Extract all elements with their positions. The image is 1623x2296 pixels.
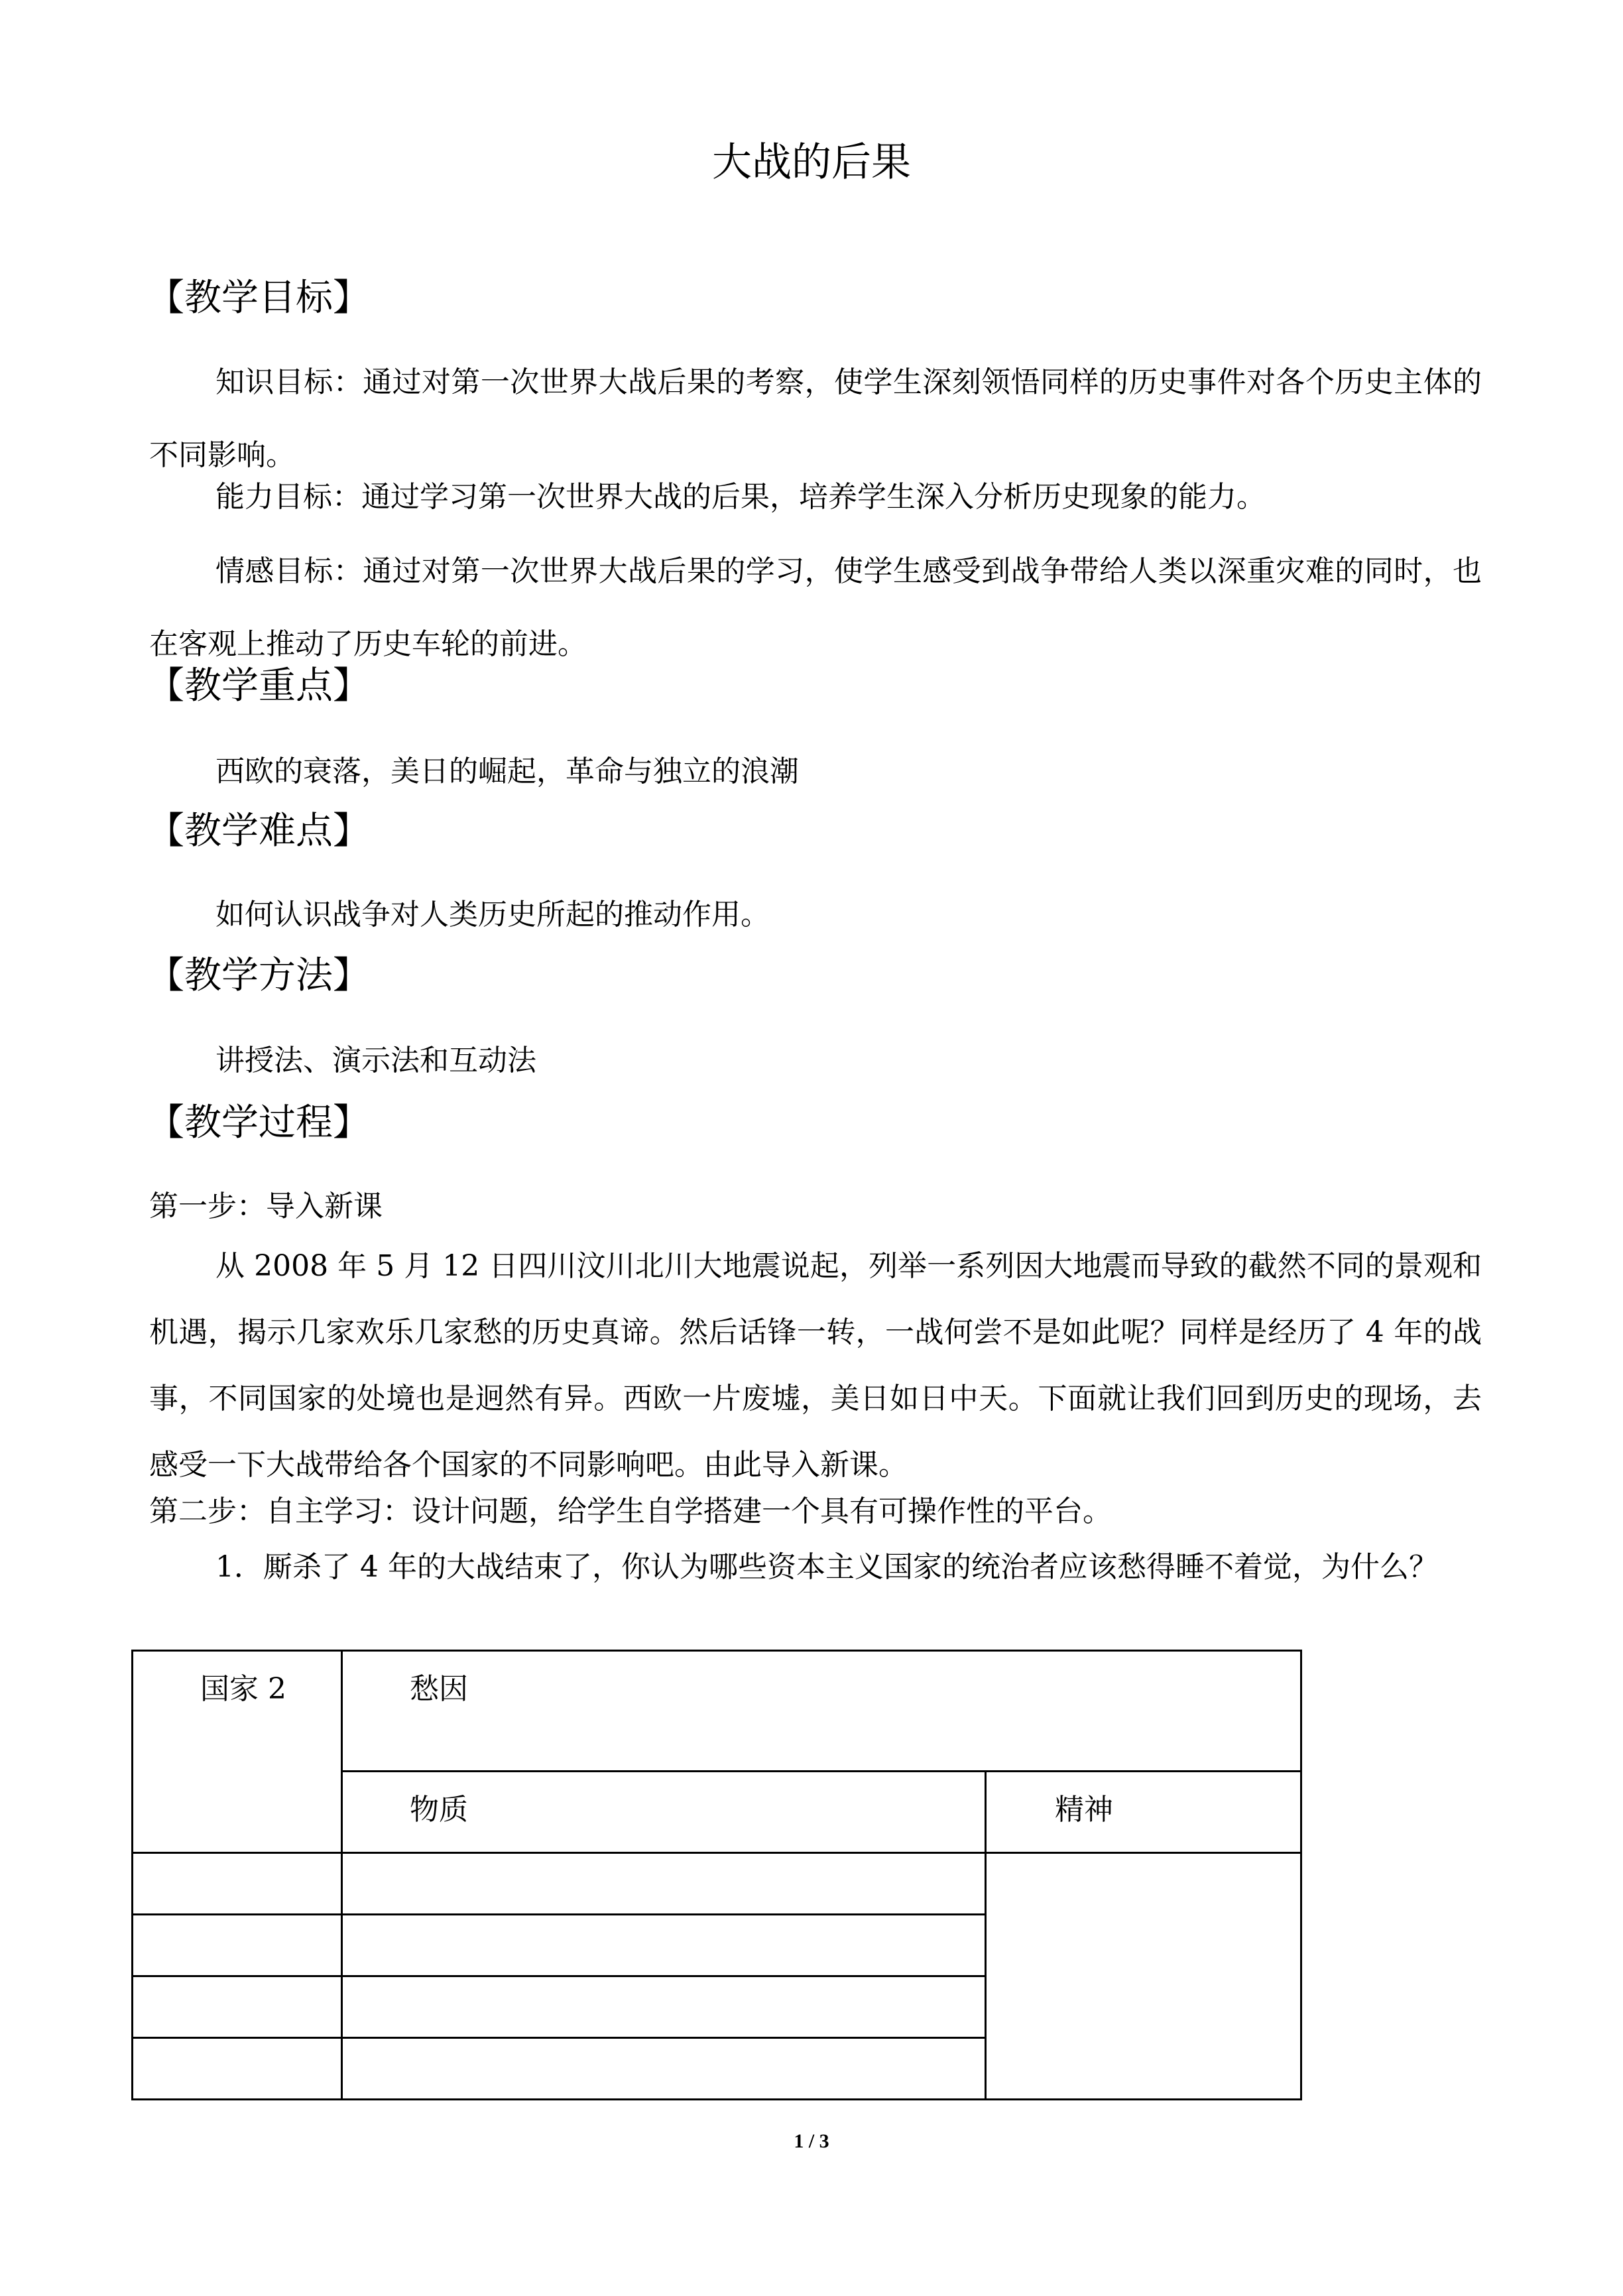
table-border-right xyxy=(1300,1650,1302,2100)
table-cell-material xyxy=(343,1977,985,2037)
table-cell-country xyxy=(133,1915,341,1975)
table-cell-country xyxy=(133,2039,341,2098)
step1-title: 第一步：导入新课 xyxy=(149,1189,383,1223)
heading-difficulties: 【教学难点】 xyxy=(147,810,370,853)
table-header-country: 国家 2 xyxy=(200,1672,286,1706)
table-cell-spirit xyxy=(987,1854,1300,2098)
table-cell-country xyxy=(133,1977,341,2037)
question-1: 1．厮杀了 4 年的大战结束了，你认为哪些资本主义国家的统治者应该愁得睡不着觉，为什么？ xyxy=(215,1550,1438,1584)
heading-key-points: 【教学重点】 xyxy=(147,664,370,707)
key-points-text: 西欧的衰落，美日的崛起，革命与独立的浪潮 xyxy=(215,755,799,788)
page-number: 1 / 3 xyxy=(794,2130,829,2152)
table-header-spirit: 精神 xyxy=(1055,1793,1113,1827)
worry-table xyxy=(131,1650,1302,2100)
heading-methods: 【教学方法】 xyxy=(147,954,370,997)
table-cell-material xyxy=(343,1854,985,1913)
table-cell-material xyxy=(343,2039,985,2098)
table-header-worry: 愁因 xyxy=(410,1672,468,1706)
table-divider-subheader xyxy=(341,1770,1302,1772)
table-cell-material xyxy=(343,1915,985,1975)
step2-title: 第二步：自主学习：设计问题，给学生自学搭建一个具有可操作性的平台。 xyxy=(149,1494,1112,1528)
step1-text: 从 2008 年 5 月 12 日四川汶川北川大地震说起，列举一系列因大地震而导致的截然不同的景观和机遇，揭示几家欢乐几家愁的历史真谛。然后话锋一转，一战何尝不是如此呢？同样是经历了 4 年的战事，不同国家的处境也是迥然有异。西欧一片废墟，美日如日中天。下面就让我们回到历史的现场，去感受一下大战带给各个国家的不同影响吧。由此导入新课。 xyxy=(149,1249,1482,1482)
difficulties-text: 如何认识战争对人类历史所起的推动作用。 xyxy=(215,898,770,932)
methods-text: 讲授法、演示法和互动法 xyxy=(215,1044,536,1077)
objective-knowledge: 知识目标：通过对第一次世界大战后果的考察，使学生深刻领悟同样的历史事件对各个历史主体的不同影响。 xyxy=(149,365,1482,472)
table-border-top xyxy=(131,1650,1302,1652)
table-border-bottom xyxy=(131,2098,1302,2100)
objective-ability: 能力目标：通过学习第一次世界大战的后果，培养学生深入分析历史现象的能力。 xyxy=(215,480,1266,514)
heading-objectives: 【教学目标】 xyxy=(147,276,370,320)
table-cell-country xyxy=(133,1854,341,1913)
document-title: 大战的后果 xyxy=(712,139,911,186)
objective-emotion: 情感目标：通过对第一次世界大战后果的学习，使学生感受到战争带给人类以深重灾难的同时，也在客观上推动了历史车轮的前进。 xyxy=(149,554,1482,661)
heading-process: 【教学过程】 xyxy=(147,1101,370,1144)
table-header-material: 物质 xyxy=(410,1793,468,1827)
